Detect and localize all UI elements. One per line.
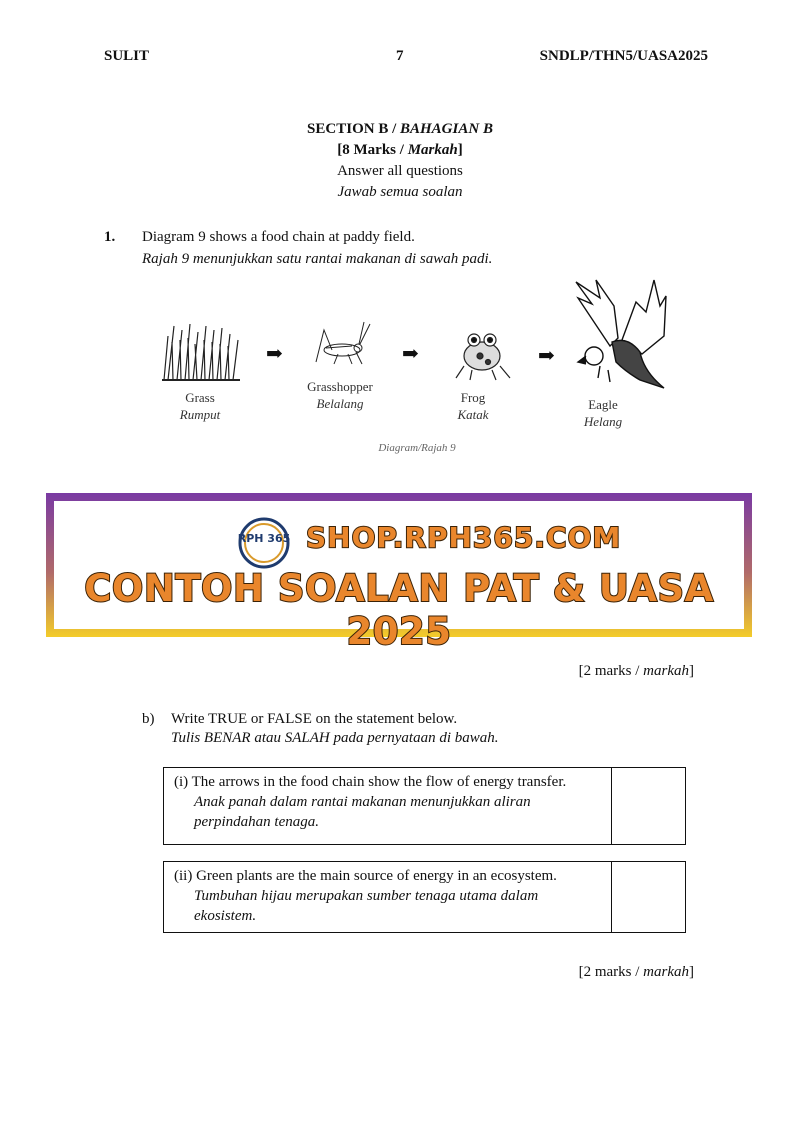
page-number: 7	[396, 48, 404, 64]
rph-logo	[238, 517, 290, 569]
right-arrow-icon: ➡	[402, 343, 419, 365]
marks-part-a: [2 marks / markah]	[578, 663, 694, 679]
question-stem-ms: Rajah 9 menunjukkan satu rantai makanan di sawah padi.	[142, 251, 493, 267]
svg-text:RPH 365: RPH 365	[238, 532, 290, 545]
label-frog: Frog Katak	[457, 390, 489, 422]
label-grass: Grass Rumput	[179, 390, 221, 422]
section-title: SECTION B / BAHAGIAN B	[307, 121, 493, 137]
label-eagle: Eagle Helang	[583, 397, 623, 429]
right-arrow-icon: ➡	[538, 345, 555, 367]
marks-part-b: [2 marks / markah]	[578, 964, 694, 980]
diagram-caption: Diagram/Rajah 9	[378, 442, 456, 454]
frog-illustration	[452, 322, 514, 382]
header-left: SULIT	[104, 48, 150, 64]
statement-row	[163, 861, 686, 933]
label-grasshopper: Grasshopper Belalang	[307, 379, 373, 411]
part-b-label: b)	[142, 711, 155, 727]
section-marks: [8 Marks / Markah]	[337, 142, 463, 158]
section-instruction-ms: Jawab semua soalan	[337, 184, 463, 200]
part-b-instruction: Write TRUE or FALSE on the statement below.	[171, 711, 458, 727]
eagle-illustration	[570, 276, 670, 392]
section-instruction: Answer all questions	[337, 163, 463, 179]
banner-url: SHOP.RPH365.COM	[306, 521, 622, 554]
paper-code: SNDLP/THN5/UASA2025	[539, 48, 708, 64]
banner-headline: CONTOH SOALAN PAT & UASA 2025	[84, 567, 714, 653]
question-stem: Diagram 9 shows a food chain at paddy field.	[142, 229, 415, 245]
grasshopper-illustration	[312, 320, 372, 368]
answer-box[interactable]	[612, 768, 685, 844]
promo-banner	[46, 493, 752, 653]
part-b-instruction-ms: Tulis BENAR atau SALAH pada pernyataan di bawah.	[171, 730, 499, 746]
right-arrow-icon: ➡	[266, 343, 283, 365]
question-number: 1.	[104, 229, 116, 245]
answer-box[interactable]	[612, 862, 685, 932]
statement-text: (ii) Green plants are the main source of energy in an ecosystem. Tumbuhan hijau merupakan sumber tenaga utama dalam ekosistem.	[164, 862, 612, 932]
statement-text: (i) The arrows in the food chain show the flow of energy transfer. Anak panah dalam rantai makanan menunjukkan aliran perpindahan tenaga.	[164, 768, 612, 844]
statement-row	[163, 767, 686, 845]
grass-illustration	[160, 322, 242, 382]
